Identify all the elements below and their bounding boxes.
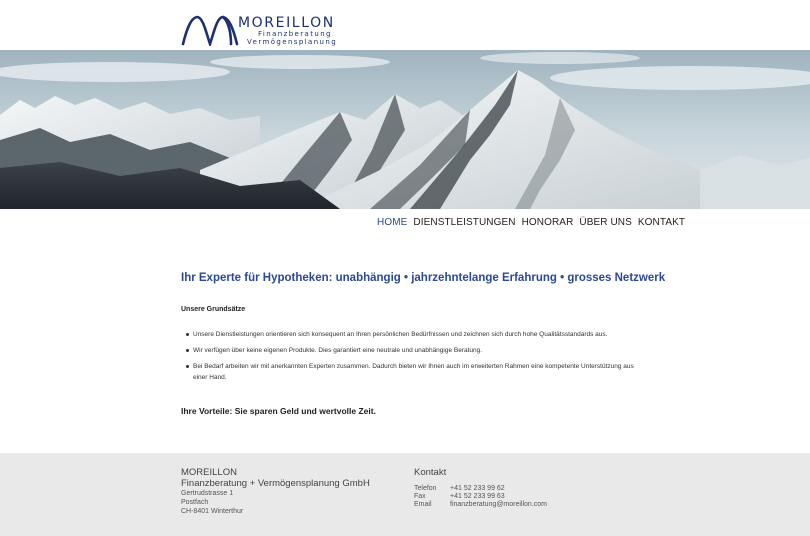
footer [0, 453, 810, 536]
footer-company-name: MOREILLON [181, 467, 237, 478]
logo-subtitle-wealth: Vermögensplanung [247, 38, 338, 46]
footer-contact-title: Kontakt [414, 467, 447, 478]
footer-phone-link[interactable]: +41 52 233 99 62 [450, 485, 505, 492]
footer-email-label: Email [414, 501, 432, 508]
list-item: Wir verfügen über keine eigenen Produkte. Dies garantiert eine neutrale und unabhängige Beratung. [186, 345, 636, 356]
footer-fax-label: Fax [414, 493, 426, 500]
principles-list [186, 329, 636, 388]
footer-po-box: Postfach [181, 499, 209, 506]
page-headline: Ihr Experte für Hypotheken: unabhängig • jahrzehntelange Erfahrung • grosses Netzwerk [181, 272, 666, 284]
logo-name: MOREILLON [238, 15, 335, 31]
footer-phone-label: Telefon [414, 485, 437, 492]
benefits-statement: Ihre Vorteile: Sie sparen Geld und wertvolle Zeit. [181, 406, 376, 416]
logo[interactable] [181, 14, 351, 46]
nav-item-home[interactable]: HOME [377, 217, 408, 228]
footer-fax: +41 52 233 99 63 [450, 493, 505, 500]
logo-m-icon [181, 14, 241, 46]
nav-item-ueber-uns[interactable]: ÜBER UNS [579, 217, 632, 228]
footer-email-link[interactable]: finanzberatung@moreillon.com [450, 501, 547, 508]
footer-city: CH-8401 Winterthur [181, 508, 244, 515]
hero-mountain-image [0, 50, 810, 209]
principles-title: Unsere Grundsätze [181, 306, 246, 313]
main-navigation [377, 217, 685, 228]
logo-subtitle-finance: Finanzberatung [258, 30, 332, 38]
nav-item-honorar[interactable]: HONORAR [521, 217, 574, 228]
list-item: Unsere Dienstleistungen orientieren sich konsequent an Ihren persönlichen Bedürfnissen und zeichnen sich durch hohe Qualitätsstandards aus. [186, 329, 636, 340]
footer-street: Gertrudstrasse 1 [181, 490, 234, 497]
nav-item-dienstleistungen[interactable]: DIENSTLEISTUNGEN [413, 217, 516, 228]
footer-legal-name: Finanzberatung + Vermögensplanung GmbH [181, 478, 370, 489]
nav-item-kontakt[interactable]: KONTAKT [637, 217, 686, 228]
list-item: Bei Bedarf arbeiten wir mit anerkannten Experten zusammen. Dadurch bieten wir Ihnen auch im erweiterten Rahmen eine kompetente Unterstützung aus einer Hand. [186, 361, 636, 383]
